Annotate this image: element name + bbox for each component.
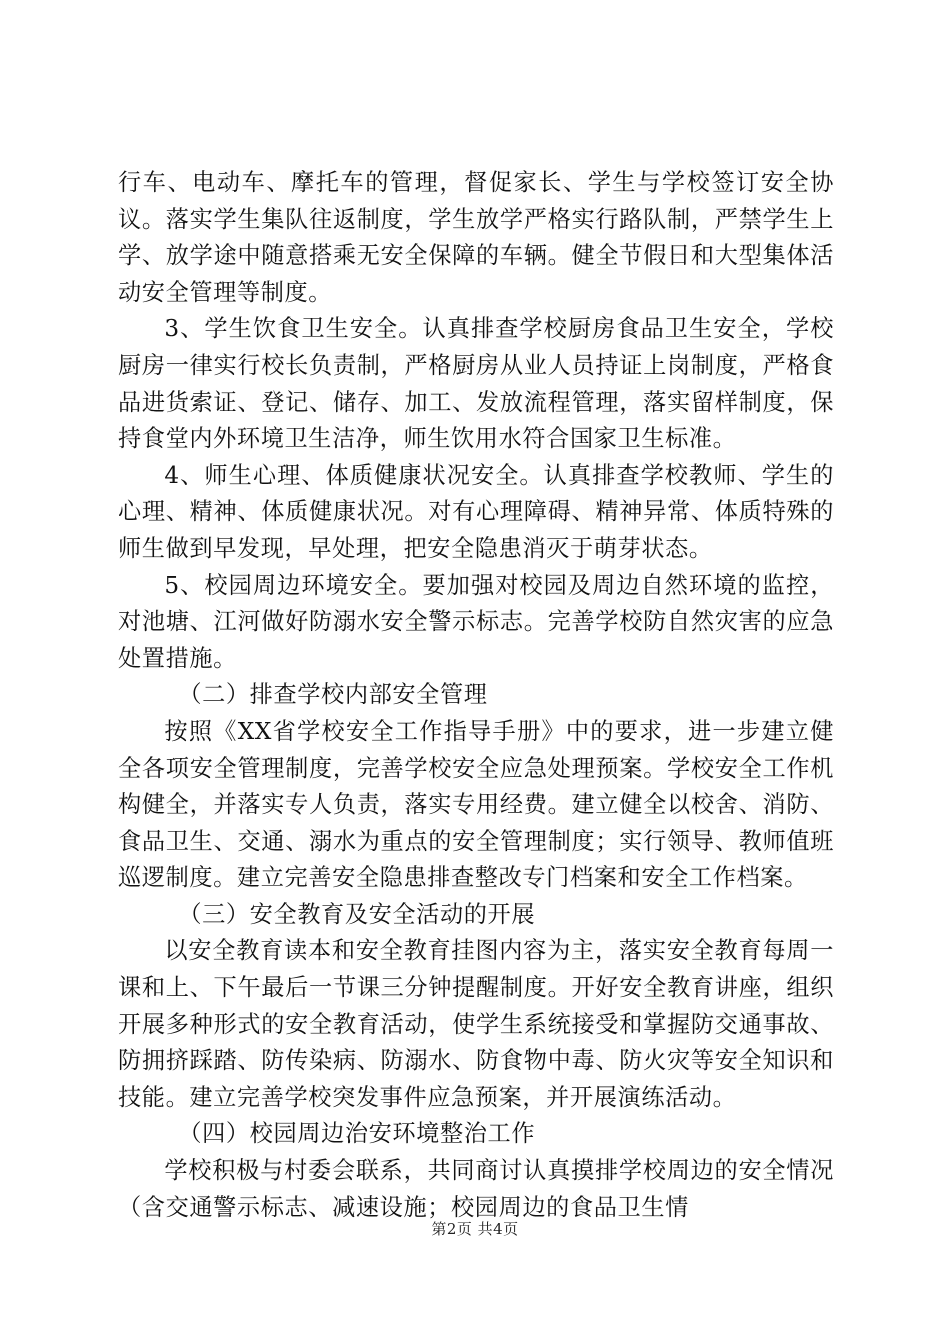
paragraph-environment-safety: 5、校园周边环境安全。要加强对校园及周边自然环境的监控，对池塘、江河做好防溺水安全警示标志。完善学校防自然灾害的应急处置措施。 [118, 571, 834, 672]
paragraph-safety-education: 以安全教育读本和安全教育挂图内容为主，落实安全教育每周一课和上、下午最后一节课三分钟提醒制度。开好安全教育讲座，组织开展多种形式的安全教育活动，使学生系统接受和掌握防交通事故、防拥挤踩踏、防传染病、防溺水、防食物中毒、防火灾等安全知识和技能。建立完善学校突发事件应急预案，并开展演练活动。 [118, 937, 834, 1111]
document-body [118, 165, 834, 1226]
paragraph-internal-management: 按照《XX省学校安全工作指导手册》中的要求，进一步建立健全各项安全管理制度，完善学校安全应急处理预案。学校安全工作机构健全，并落实专人负责，落实专用经费。建立健全以校舍、消防、食品卫生、交通、溺水为重点的安全管理制度；实行领导、教师值班巡逻制度。建立完善安全隐患排查整改专门档案和安全工作档案。 [118, 717, 834, 892]
paragraph-continued-transport: 行车、电动车、摩托车的管理，督促家长、学生与学校签订安全协议。落实学生集队往返制度，学生放学严格实行路队制，严禁学生上学、放学途中随意搭乘无安全保障的车辆。健全节假日和大型集体活动安全管理等制度。 [118, 169, 834, 306]
page-number-footer: 第2页 共4页 [431, 1220, 519, 1238]
paragraph-campus-surroundings: 学校积极与村委会联系，共同商讨认真摸排学校周边的安全情况（含交通警示标志、减速设施；校园周边的食品卫生情 [118, 1157, 834, 1221]
section-heading-safety-education: （三）安全教育及安全活动的开展 [178, 900, 536, 928]
section-heading-internal-management: （二）排查学校内部安全管理 [178, 681, 488, 709]
paragraph-food-safety: 3、学生饮食卫生安全。认真排查学校厨房食品卫生安全，学校厨房一律实行校长负责制，严格厨房从业人员持证上岗制度，严格食品进货索证、登记、储存、加工、发放流程管理，落实留样制度，保持食堂内外环境卫生洁净，师生饮用水符合国家卫生标准。 [118, 315, 834, 453]
paragraph-health-safety: 4、师生心理、体质健康状况安全。认真排查学校教师、学生的心理、精神、体质健康状况。对有心理障碍、精神异常、体质特殊的师生做到早发现，早处理，把安全隐患消灭于萌芽状态。 [118, 461, 834, 562]
section-heading-campus-surroundings: （四）校园周边治安环境整治工作 [178, 1120, 536, 1148]
